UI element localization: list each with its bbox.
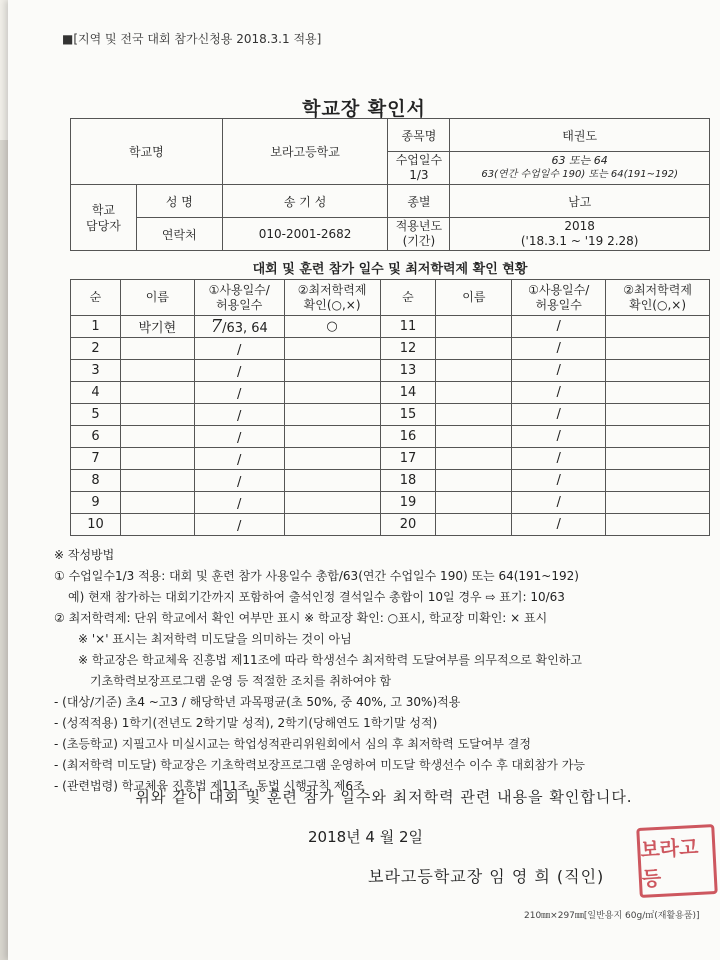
notes-heading: ※ 작성방법	[54, 548, 115, 562]
row-check-2	[606, 360, 710, 382]
col-check-1: ②최저학력제	[297, 282, 367, 297]
note-bullet-3: - (초등학교) 지필고사 미실시교는 학업성적관리위원회에서 심의 후 최저학력 도달여부 결정	[54, 737, 531, 751]
confirm-statement: 위와 같이 대회 및 훈련 참가 일수와 최저학력 관련 내용을 확인합니다.	[135, 788, 633, 806]
table-row	[71, 382, 710, 404]
row-name	[120, 448, 194, 470]
paper-spec-footer: 210㎜×297㎜[일반용지 60g/㎡(재활용품)]	[524, 911, 700, 921]
row-no-2: 17	[380, 448, 436, 470]
row-name	[120, 382, 194, 404]
row-name-2	[436, 470, 512, 492]
sport-value: 태권도	[450, 119, 710, 152]
class-days-label-1: 수업일수	[395, 153, 443, 167]
row-days	[194, 404, 284, 426]
row-check: ○	[284, 316, 380, 338]
year-label-2: (기간)	[402, 234, 436, 248]
class-days-value	[450, 152, 710, 185]
row-days-2: /	[512, 426, 606, 448]
roster-table	[70, 279, 710, 536]
col-check-b	[606, 280, 710, 316]
teacher-label-1: 학교	[91, 202, 116, 217]
row-days-2: /	[512, 382, 606, 404]
row-name-2	[436, 448, 512, 470]
row-name	[120, 470, 194, 492]
school-info-table	[70, 118, 710, 251]
row-days	[194, 492, 284, 514]
row-days-allowed: /	[237, 387, 242, 402]
row-check	[284, 426, 380, 448]
row-days	[194, 448, 284, 470]
row-name-2	[436, 382, 512, 404]
row-days-2: /	[512, 448, 606, 470]
note-bullet-2: - (성적적용) 1학기(전년도 2학기말 성적), 2학기(당해연도 1학기말 성적)	[54, 716, 438, 730]
row-days-2: /	[512, 492, 606, 514]
row-check-2	[606, 492, 710, 514]
row-no-2: 11	[380, 316, 436, 338]
row-days	[194, 426, 284, 448]
row-days-allowed: /	[237, 343, 242, 358]
row-name	[120, 360, 194, 382]
note-bullet-4: - (최저학력 미도달) 학교장은 기초학력보장프로그램 운영하여 미도달 학생선수 이수 후 대회참가 가능	[54, 758, 585, 772]
row-name	[120, 426, 194, 448]
row-days	[194, 382, 284, 404]
col-days-b-2: 허용일수	[535, 297, 582, 312]
row-no-2: 19	[380, 492, 436, 514]
row-days	[194, 360, 284, 382]
row-name-2	[436, 492, 512, 514]
row-no-2: 15	[380, 404, 436, 426]
class-days-label-2: 1/3	[409, 168, 429, 182]
row-name-2	[436, 426, 512, 448]
row-check-2	[606, 426, 710, 448]
row-no-2: 20	[380, 514, 436, 536]
contact-label: 연락처	[136, 218, 222, 251]
row-check	[284, 492, 380, 514]
row-check-2	[606, 448, 710, 470]
table-row	[71, 338, 710, 360]
col-check-b-1: ②최저학력제	[623, 282, 692, 297]
row-days-2: /	[512, 514, 606, 536]
note-4a: ※ 학교장은 학교체육 진흥법 제11조에 따라 학생선수 최저학력 도달여부를 의무적으로 확인하고	[78, 653, 582, 667]
row-days-allowed: /	[237, 497, 242, 512]
row-days-2: /	[512, 316, 606, 338]
roster-subtitle: 대회 및 훈련 참가 일수 및 최저학력제 확인 현황	[252, 262, 528, 277]
row-days	[194, 316, 284, 338]
table-row	[71, 492, 710, 514]
class-days-value-2: 63(연간 수업일수 190) 또는 64(191~192)	[481, 169, 679, 180]
col-name: 이름	[120, 280, 194, 316]
row-check-2	[606, 338, 710, 360]
col-check-b-2: 확인(○,×)	[629, 297, 686, 312]
row-check	[284, 338, 380, 360]
row-name-2	[436, 404, 512, 426]
official-seal: 보라고등	[636, 824, 718, 898]
table-row	[71, 316, 710, 338]
note-1a: ① 수업일수1/3 적용: 대회 및 훈련 참가 사용일수 총합/63(연간 수업일수 190) 또는 64(191~192)	[54, 569, 579, 583]
class-days-value-1: 63 또는 64	[551, 154, 608, 167]
row-days-allowed: /	[237, 475, 242, 490]
col-days-2: 허용일수	[216, 297, 263, 312]
row-no-2: 14	[380, 382, 436, 404]
row-name	[120, 492, 194, 514]
row-days-2: /	[512, 404, 606, 426]
row-check	[284, 360, 380, 382]
col-days-1: ①사용일수/	[208, 282, 270, 297]
year-value-2: ('18.3.1 ~ '19 2.28)	[520, 234, 639, 248]
row-check-2	[606, 514, 710, 536]
row-check	[284, 404, 380, 426]
row-name-2	[436, 316, 512, 338]
note-2: ② 최저학력제: 단위 학교에서 확인 여부만 표시 ※ 학교장 확인: ○표시, 학교장 미확인: × 표시	[54, 611, 548, 625]
row-check	[284, 448, 380, 470]
table-row	[71, 448, 710, 470]
year-label-1: 적용년도	[395, 219, 443, 233]
row-no-2: 18	[380, 470, 436, 492]
note-bullet-5: - (관련법령) 학교체육 진흥법 제11조, 동법 시행규칙 제6조	[54, 779, 365, 793]
row-check	[284, 514, 380, 536]
row-days	[194, 514, 284, 536]
row-days-2: /	[512, 470, 606, 492]
row-check	[284, 470, 380, 492]
notes-section	[54, 545, 714, 797]
row-no: 6	[71, 426, 121, 448]
row-no-2: 13	[380, 360, 436, 382]
row-name	[120, 514, 194, 536]
row-no: 5	[71, 404, 121, 426]
signature-date: 2018년 4 월 2일	[308, 828, 424, 846]
year-label	[388, 218, 450, 251]
col-name-2: 이름	[436, 280, 512, 316]
row-no: 3	[71, 360, 121, 382]
contact-value: 010-2001-2682	[222, 218, 388, 251]
row-days-allowed: /	[237, 365, 242, 380]
row-name	[120, 404, 194, 426]
row-days-allowed: /	[237, 519, 242, 534]
row-no: 8	[71, 470, 121, 492]
row-days-allowed: /63, 64	[222, 321, 268, 336]
row-check-2	[606, 404, 710, 426]
year-value-1: 2018	[564, 219, 595, 233]
row-check-2	[606, 316, 710, 338]
row-name-2	[436, 360, 512, 382]
school-label: 학교명	[71, 119, 223, 185]
row-no-2: 12	[380, 338, 436, 360]
row-days	[194, 470, 284, 492]
row-name-2	[436, 514, 512, 536]
teacher-label	[71, 185, 137, 251]
row-no: 1	[71, 316, 121, 338]
principal-signature: 보라고등학교장 임 영 희 (직인)	[368, 867, 605, 886]
row-check-2	[606, 470, 710, 492]
row-days-allowed: /	[237, 409, 242, 424]
row-days	[194, 338, 284, 360]
col-no-2: 순	[380, 280, 436, 316]
col-days-b-1: ①사용일수/	[528, 282, 590, 297]
row-check	[284, 382, 380, 404]
row-name: 박기현	[120, 316, 194, 338]
row-no: 7	[71, 448, 121, 470]
row-no: 10	[71, 514, 121, 536]
table-row	[71, 426, 710, 448]
row-days-allowed: /	[237, 453, 242, 468]
year-value	[450, 218, 710, 251]
table-row	[71, 514, 710, 536]
school-value: 보라고등학교	[222, 119, 388, 185]
class-days-label	[388, 152, 450, 185]
row-name-2	[436, 338, 512, 360]
col-no: 순	[71, 280, 121, 316]
document-page	[8, 0, 720, 960]
form-note: ■[지역 및 전국 대회 참가신청용 2018.3.1 적용]	[62, 32, 322, 46]
note-bullet-1: - (대상/기준) 초4 ~고3 / 해당학년 과목평균(초 50%, 중 40%, 고 30%)적용	[54, 695, 461, 709]
sport-label: 종목명	[388, 119, 450, 152]
row-days-2: /	[512, 360, 606, 382]
table-row	[71, 360, 710, 382]
note-4b: 기초학력보장프로그램 운영 등 적절한 조치를 취하여야 함	[90, 674, 392, 688]
row-no: 4	[71, 382, 121, 404]
gender-value: 남고	[450, 185, 710, 218]
note-1b: 예) 현재 참가하는 대회기간까지 포함하여 출석인정 결석일수 총합이 10일 경우 ⇨ 표기: 10/63	[68, 590, 565, 604]
name-value: 송 기 성	[222, 185, 388, 218]
gender-label: 종별	[388, 185, 450, 218]
row-no: 2	[71, 338, 121, 360]
row-days-2: /	[512, 338, 606, 360]
row-days-used: 7	[210, 316, 223, 337]
note-3: ※ '×' 표시는 최저학력 미도달을 의미하는 것이 아님	[78, 632, 352, 646]
roster-body	[71, 316, 710, 536]
col-check	[284, 280, 380, 316]
teacher-label-2: 담당자	[86, 218, 121, 233]
table-row	[71, 470, 710, 492]
row-name	[120, 338, 194, 360]
row-check-2	[606, 382, 710, 404]
row-days-allowed: /	[237, 431, 242, 446]
table-row	[71, 404, 710, 426]
page-title: 학교장 확인서	[302, 98, 426, 120]
name-label: 성 명	[136, 185, 222, 218]
row-no-2: 16	[380, 426, 436, 448]
col-check-2: 확인(○,×)	[303, 297, 361, 312]
row-no: 9	[71, 492, 121, 514]
col-days	[194, 280, 284, 316]
col-days-b	[512, 280, 606, 316]
